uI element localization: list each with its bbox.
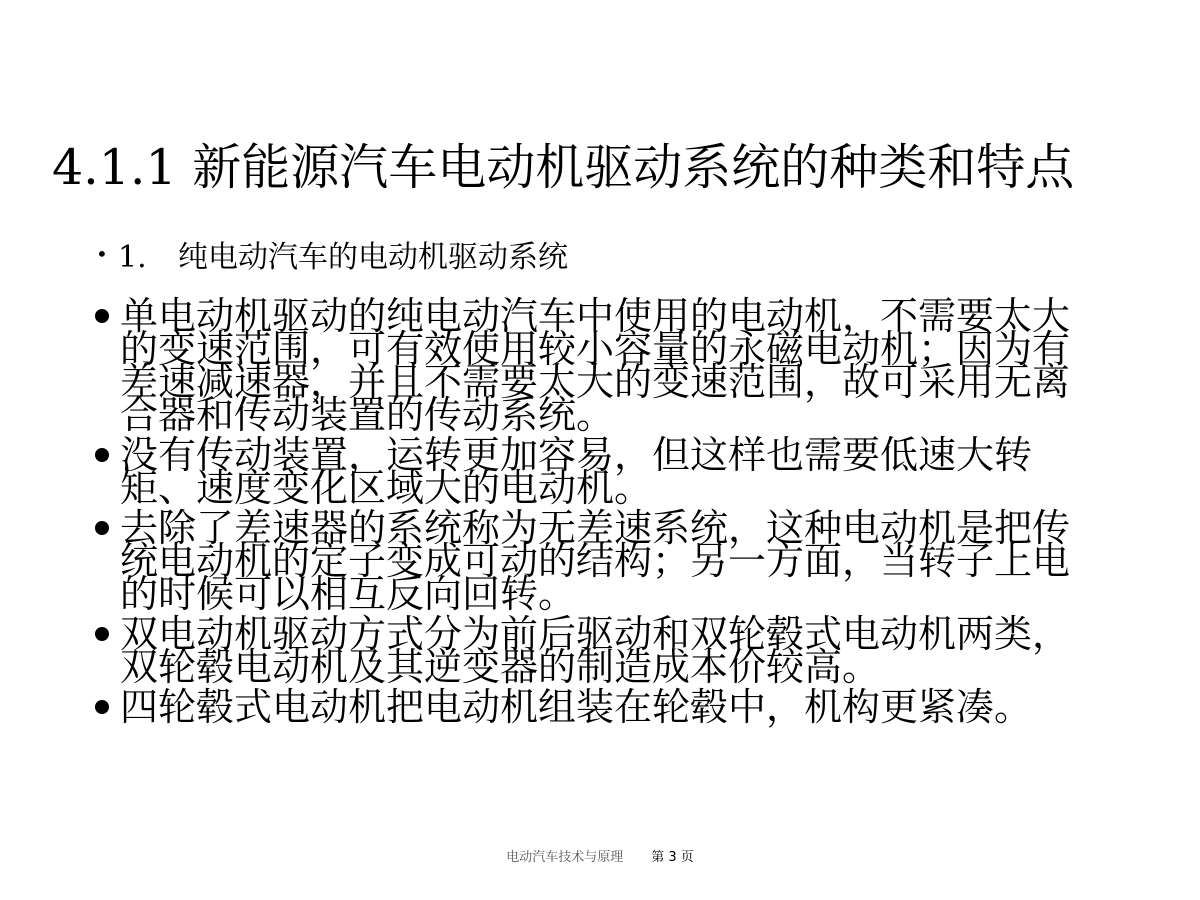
bullet-item	[92, 685, 1092, 729]
bullet-item	[92, 433, 1092, 510]
bullet-icon	[95, 700, 109, 714]
footer	[0, 848, 1200, 868]
bullet-icon	[95, 448, 109, 462]
bullet-text: 双电动机驱动方式分为前后驱动和双轮毂式电动机两类，双轮毂电动机及其逆变器的制造成本价较高。	[120, 612, 1071, 689]
footer-page-number: 第 3 页	[651, 850, 694, 865]
sub-item-number: 1.	[118, 240, 147, 275]
bullet-icon	[95, 627, 109, 641]
bullet-text: 没有传动装置，运转更加容易，但这样也需要低速大转矩、速度变化区域大的电动机。	[120, 433, 1033, 510]
sub-item	[96, 238, 568, 278]
bullet-item	[92, 294, 1092, 437]
bullet-item	[92, 612, 1092, 689]
footer-book-title: 电动汽车技术与原理	[506, 850, 624, 865]
bullet-text: 去除了差速器的系统称为无差速系统，这种电动机是把传统电动机的定子变成可动的结构；另一方面，当转子上电的时候可以相互反向回转。	[120, 506, 1071, 616]
sub-item-text: 纯电动汽车的电动机驱动系统	[178, 240, 568, 275]
slide-title: 4.1.1 新能源汽车电动机驱动系统的种类和特点	[52, 139, 1075, 196]
bullet-icon	[95, 309, 109, 323]
bullet-item	[92, 506, 1092, 616]
bullet-icon	[95, 521, 109, 535]
bullet-list	[92, 294, 1092, 731]
bullet-icon: •	[96, 242, 108, 266]
bullet-text: 单电动机驱动的纯电动汽车中使用的电动机，不需要太大的变速范围，可有效使用较小容量的永磁电动机；因为有差速减速器，并且不需要太大的变速范围，故可采用无离合器和传动装置的传动系统。	[120, 294, 1071, 437]
bullet-text: 四轮毂式电动机把电动机组装在轮毂中，机构更紧凑。	[120, 685, 1033, 729]
